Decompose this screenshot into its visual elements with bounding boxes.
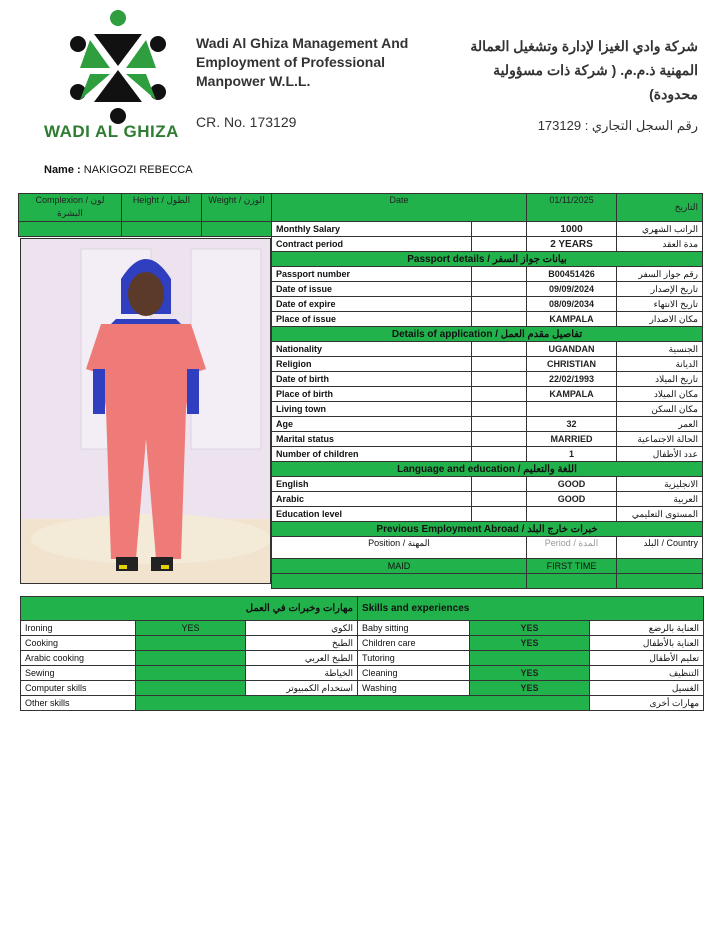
living-town-label: Living town [272, 402, 472, 417]
candidate-photo [20, 238, 271, 584]
sewing-ar: الخياطة [246, 666, 358, 681]
other-skills-label: Other skills [21, 696, 136, 711]
salary-value: 1000 [527, 222, 617, 237]
company-name-en: Wadi Al Ghiza Management And Employment of Professional Manpower W.L.L. [196, 35, 409, 89]
babysitting-ar: العناية بالرضع [590, 621, 704, 636]
cr-number-ar: رقم السجل التجاري : 173129 [537, 118, 698, 133]
country-header: Country / البلد [617, 537, 703, 559]
children-ar: عدد الأطفال [617, 447, 703, 462]
marital-status-ar: الحالة الاجتماعية [617, 432, 703, 447]
washing-ar: الغسيل [590, 681, 704, 696]
arabic-ar: العربية [617, 492, 703, 507]
nationality-value: UGANDAN [527, 342, 617, 357]
nationality-ar: الجنسية [617, 342, 703, 357]
passport-number-ar: رقم جواز السفر [617, 267, 703, 282]
birth-date-label: Date of birth [272, 372, 472, 387]
position-header: Position / المهنة [272, 537, 527, 559]
living-town-value [527, 402, 617, 417]
height-header: Height / الطول [122, 194, 202, 222]
education-value [527, 507, 617, 522]
ironing-value: YES [136, 621, 246, 636]
birth-date-ar: تاريخ الميلاد [617, 372, 703, 387]
children-care-ar: العناية بالأطفال [590, 636, 704, 651]
language-section-title: Language and education / اللغة والتعليم [272, 462, 703, 477]
issue-date-label: Date of issue [272, 282, 472, 297]
nationality-label: Nationality [272, 342, 472, 357]
cr-number-en: CR. No. 173129 [196, 114, 297, 130]
contract-label: Contract period [272, 237, 472, 252]
contract-value: 2 YEARS [527, 237, 617, 252]
candidate-name: NAKIGOZI REBECCA [83, 164, 193, 176]
age-value: 32 [527, 417, 617, 432]
issue-place-label: Place of issue [272, 312, 472, 327]
issue-place-value: KAMPALA [527, 312, 617, 327]
salary-label: Monthly Salary [272, 222, 472, 237]
complexion-header: Complexion / لون البشرة [19, 194, 122, 222]
passport-number-value: B00451426 [527, 267, 617, 282]
religion-value: CHRISTIAN [527, 357, 617, 372]
sewing-value [136, 666, 246, 681]
babysitting-value: YES [470, 621, 590, 636]
education-label: Education level [272, 507, 472, 522]
birth-date-value: 22/02/1993 [527, 372, 617, 387]
cleaning-label: Cleaning [358, 666, 470, 681]
arabic-cooking-value [136, 651, 246, 666]
brand-name: WADI AL GHIZA [44, 122, 179, 141]
application-section-title: Details of application / تفاصيل مقدم العمل [272, 327, 703, 342]
cooking-value [136, 636, 246, 651]
children-care-label: Children care [358, 636, 470, 651]
english-ar: الانجليزية [617, 477, 703, 492]
computer-skills-ar: استخدام الكمبيوتر [246, 681, 358, 696]
arabic-label: Arabic [272, 492, 472, 507]
cooking-label: Cooking [21, 636, 136, 651]
english-value: GOOD [527, 477, 617, 492]
employment-empty-cell [272, 574, 527, 589]
expiry-date-label: Date of expire [272, 297, 472, 312]
period-header: Period / المدة [527, 537, 617, 559]
english-label: English [272, 477, 472, 492]
skills-title-ar: مهارات وخبرات في العمل [21, 597, 358, 621]
complexion-value [19, 222, 122, 237]
arabic-value: GOOD [527, 492, 617, 507]
cleaning-value: YES [470, 666, 590, 681]
birth-place-value: KAMPALA [527, 387, 617, 402]
skills-title-en: Skills and experiences [358, 597, 704, 621]
other-skills-ar: مهارات أخرى [590, 696, 704, 711]
tutoring-ar: تعليم الأطفال [590, 651, 704, 666]
computer-skills-value [136, 681, 246, 696]
marital-status-value: MARRIED [527, 432, 617, 447]
issue-date-value: 09/09/2024 [527, 282, 617, 297]
expiry-date-ar: تاريخ الانتهاء [617, 297, 703, 312]
date-label: Date [272, 194, 527, 222]
birth-place-ar: مكان الميلاد [617, 387, 703, 402]
other-skills-value [136, 696, 590, 711]
candidate-name-row [44, 164, 193, 176]
arabic-cooking-label: Arabic cooking [21, 651, 136, 666]
sewing-label: Sewing [21, 666, 136, 681]
ironing-ar: الكوي [246, 621, 358, 636]
skills-table [20, 596, 704, 711]
education-ar: المستوى التعليمي [617, 507, 703, 522]
position-value: MAID [272, 559, 527, 574]
height-value [122, 222, 202, 237]
weight-header: Weight / الوزن [202, 194, 272, 222]
computer-skills-label: Computer skills [21, 681, 136, 696]
children-value: 1 [527, 447, 617, 462]
marital-status-label: Marital status [272, 432, 472, 447]
person-photo-illustration [21, 239, 271, 584]
ironing-label: Ironing [21, 621, 136, 636]
religion-ar: الديانة [617, 357, 703, 372]
name-label: Name : [44, 164, 81, 176]
company-name-ar: شركة وادي الغيزا لإدارة وتشغيل العمالة المهنية ذ.م.م. ( شركة ذات مسؤولية محدودة) [470, 38, 698, 102]
tutoring-value [470, 651, 590, 666]
cooking-ar: الطبخ [246, 636, 358, 651]
expiry-date-value: 08/09/2034 [527, 297, 617, 312]
tutoring-label: Tutoring [358, 651, 470, 666]
passport-number-label: Passport number [272, 267, 472, 282]
date-label-ar: التاريخ [617, 194, 703, 222]
age-ar: العمر [617, 417, 703, 432]
religion-label: Religion [272, 357, 472, 372]
salary-label-ar: الراتب الشهري [617, 222, 703, 237]
age-label: Age [272, 417, 472, 432]
living-town-ar: مكان السكن [617, 402, 703, 417]
children-care-value: YES [470, 636, 590, 651]
issue-date-ar: تاريخ الإصدار [617, 282, 703, 297]
date-value: 01/11/2025 [527, 194, 617, 222]
arabic-cooking-ar: الطبخ العربي [246, 651, 358, 666]
cleaning-ar: التنظيف [590, 666, 704, 681]
children-label: Number of children [272, 447, 472, 462]
birth-place-label: Place of birth [272, 387, 472, 402]
babysitting-label: Baby sitting [358, 621, 470, 636]
employment-empty-cell [527, 574, 617, 589]
issue-place-ar: مكان الاصدار [617, 312, 703, 327]
employment-section-title: Previous Employment Abroad / خبرات خارج البلد [272, 522, 703, 537]
washing-value: YES [470, 681, 590, 696]
passport-section-title: Passport details / بيانات جواز السفر [272, 252, 703, 267]
period-value: FIRST TIME [527, 559, 617, 574]
employment-empty-cell [617, 574, 703, 589]
country-value [617, 559, 703, 574]
weight-value [202, 222, 272, 237]
letterhead [0, 0, 720, 150]
washing-label: Washing [358, 681, 470, 696]
contract-label-ar: مدة العقد [617, 237, 703, 252]
